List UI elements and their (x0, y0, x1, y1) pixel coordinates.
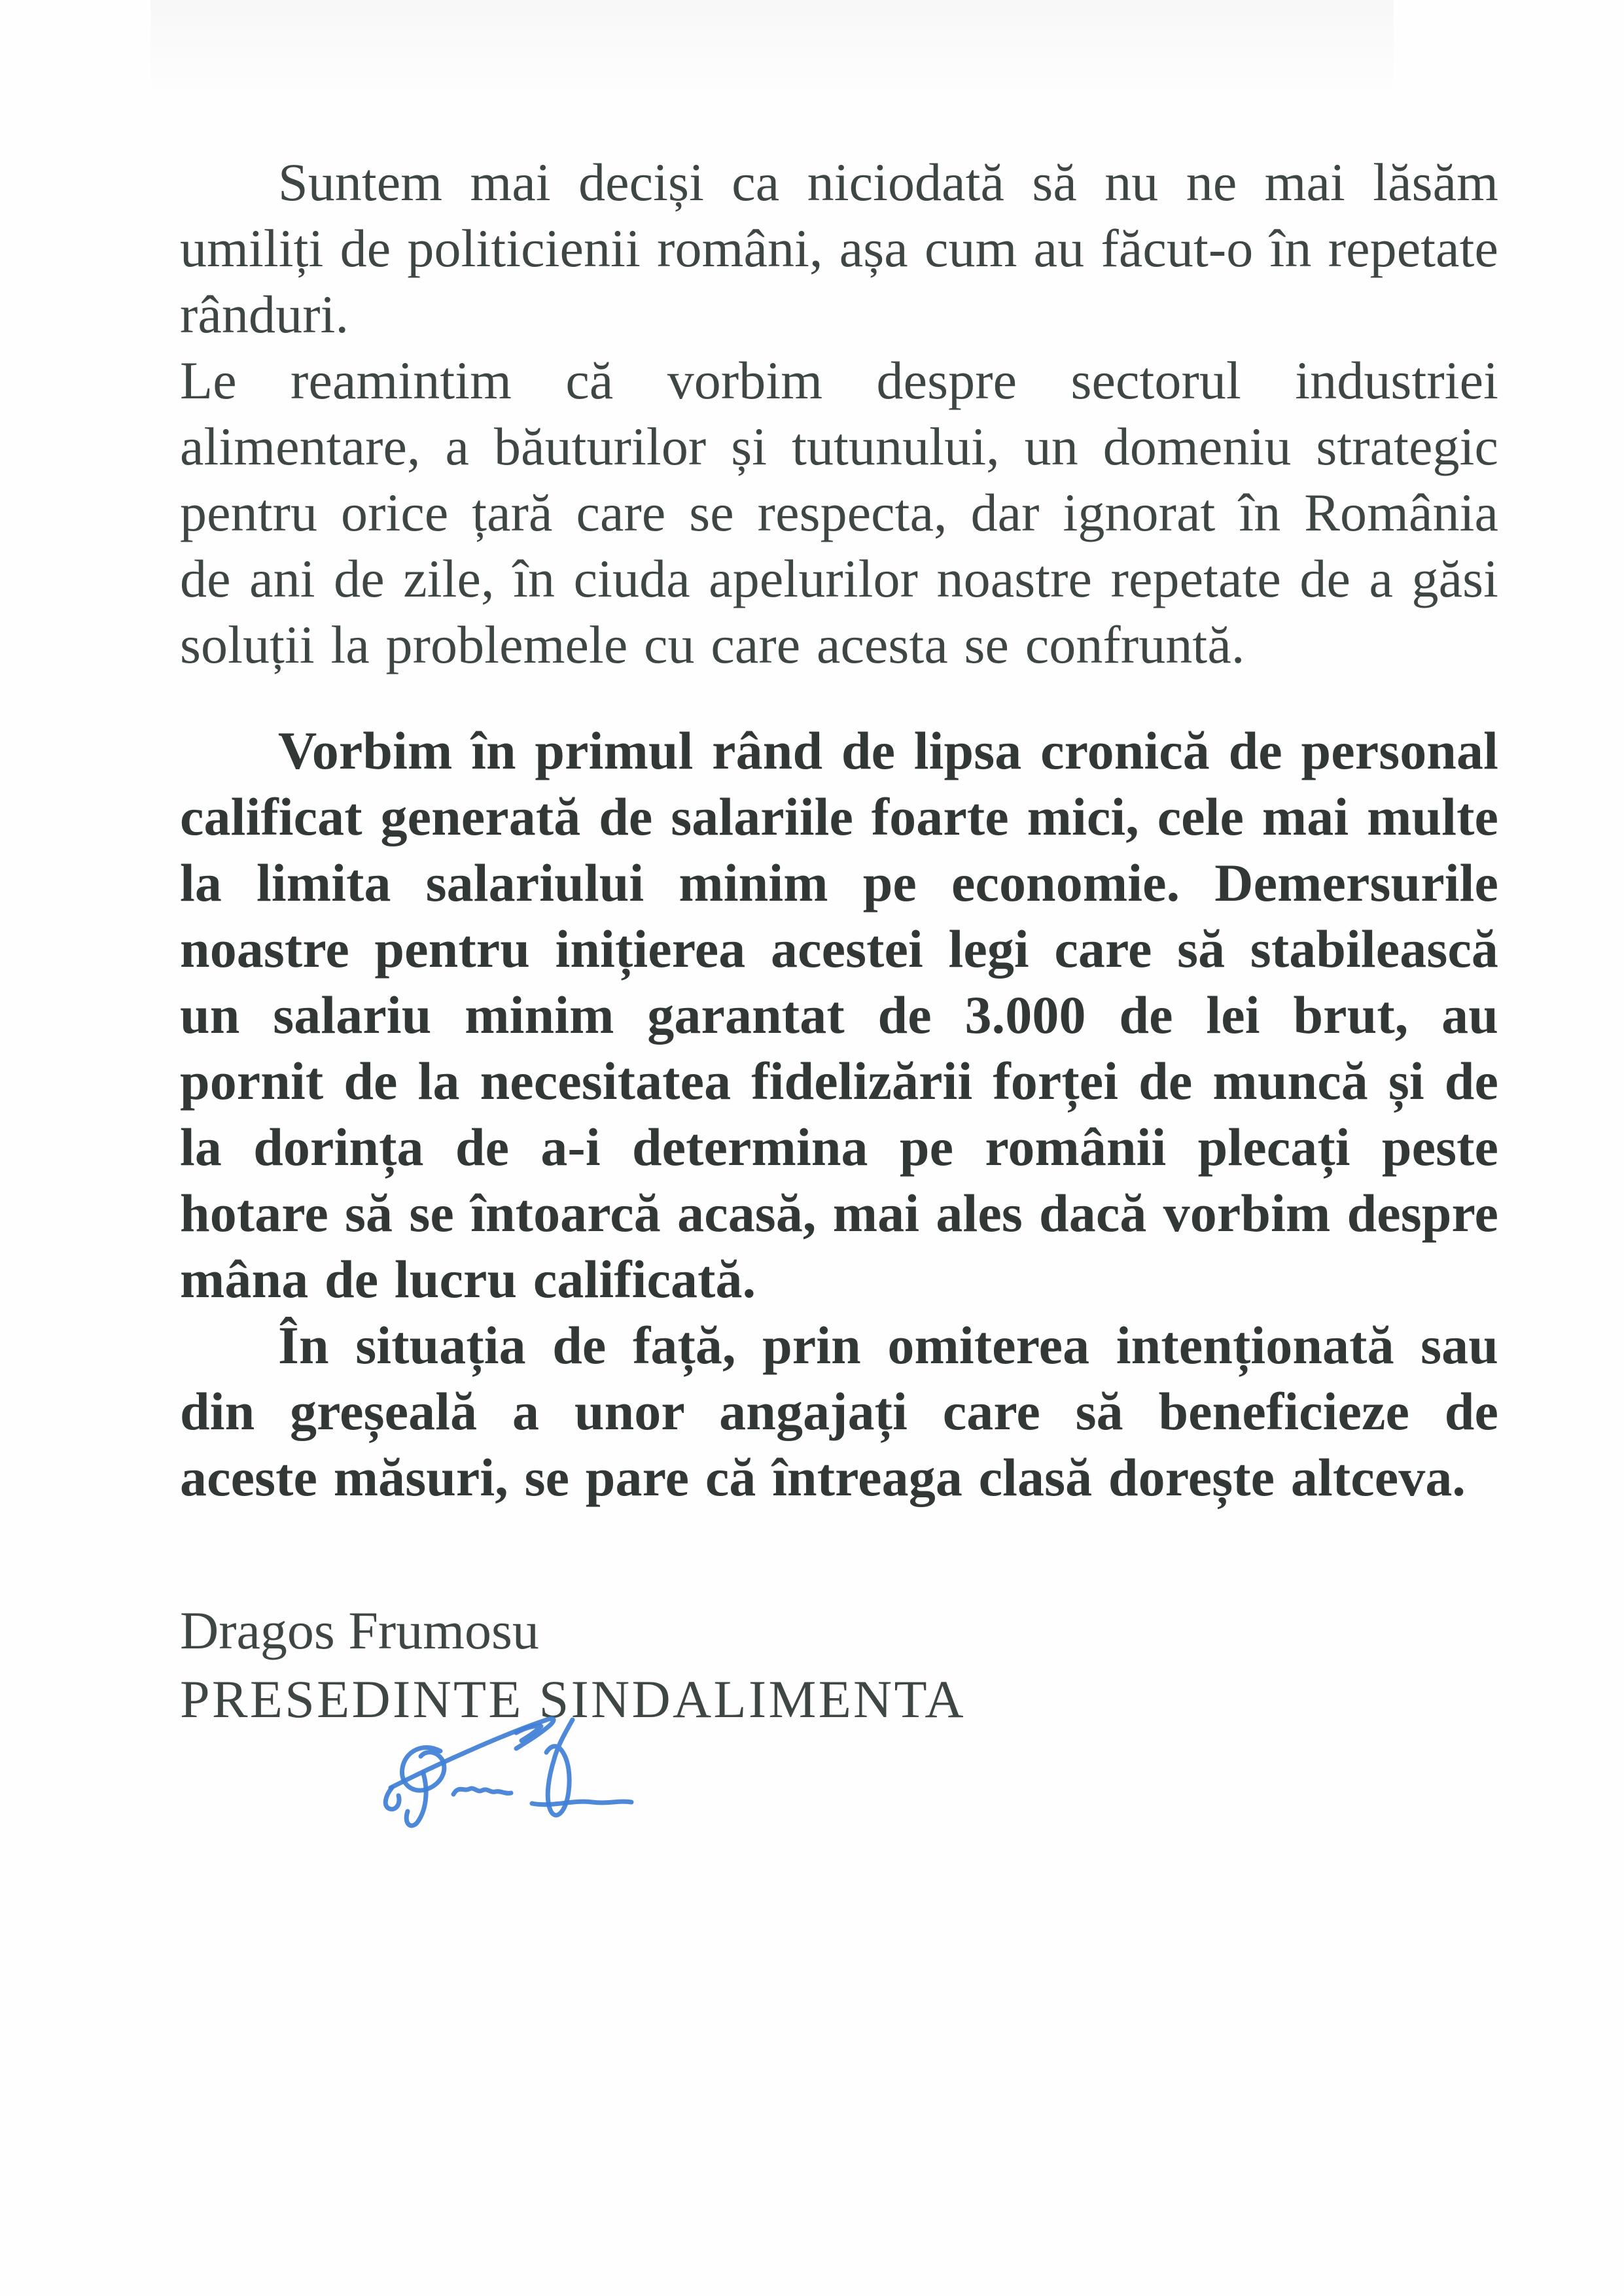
paragraph-conclusion: În situația de față, prin omiterea intenționată sau din greșeală a unor angajați care să beneficieze de aceste măsuri, se pare că întreaga clasă dorește altceva. (180, 1315, 1498, 1507)
paragraph-resolve: Suntem mai deciși ca niciodată să nu ne mai lăsăm umiliți de politicienii români, așa cum au făcut-o în repetate rânduri. (180, 152, 1498, 344)
paragraph-personnel-shortage: Vorbim în primul rând de lipsa cronică de personal calificat generată de salariile foarte mici, cele mai multe la limita salariului minim pe economie. Demersurile noastre pentru inițierea acestei legi care să stabilească un salariu minim garantat de 3.000 de lei brut, au pornit de la necesitatea fidelizării forței de muncă și de la dorința de a-i determina pe românii plecați peste hotare să se întoarcă acasă, mai ales dacă vorbim despre mâna de lucru calificată. (180, 721, 1498, 1309)
signature-block (180, 1596, 1498, 1830)
handwritten-signature-icon (376, 1709, 638, 1830)
signer-title: PRESEDINTE SINDALIMENTA (180, 1669, 966, 1729)
letter-body (180, 0, 1498, 1830)
signer-name: Dragos Frumosu (180, 1601, 539, 1660)
paragraph-reminder: Le reamintim că vorbim despre sectorul industriei alimentare, a băuturilor și tutunului, un domeniu strategic pentru orice țară care se respecta, dar ignorat în România de ani de zile, în ciuda apelurilor noastre repetate de a găsi soluții la problemele cu care acesta se confruntă. (180, 351, 1498, 674)
